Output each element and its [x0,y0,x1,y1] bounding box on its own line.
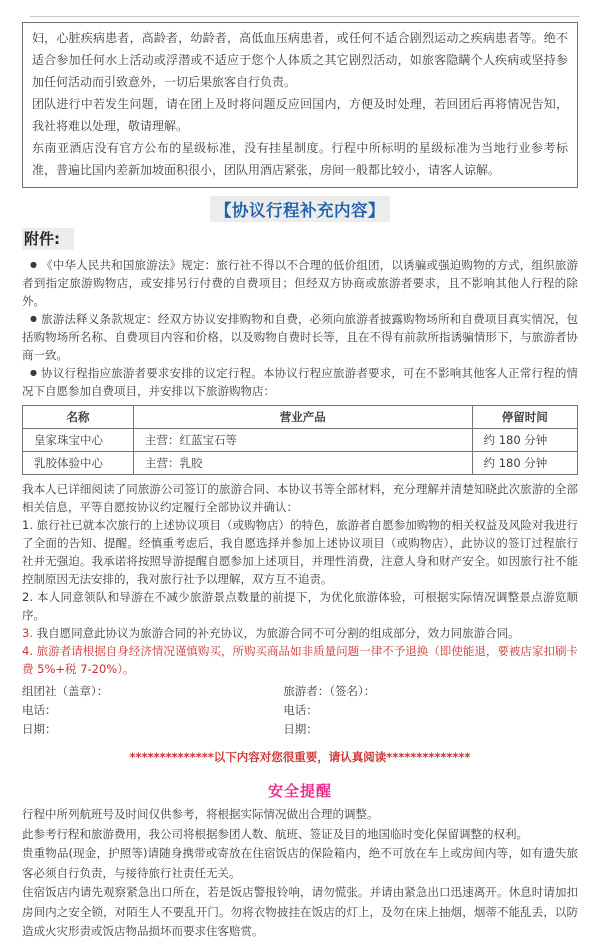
header-product: 营业产品 [134,406,473,429]
cell-store-duration: 约 180 分钟 [472,452,577,475]
safety-paragraph: 住宿饭店内请先观察紧急出口所在，若是饭店警报铃响，请勿慌张。并请由紧急出口迅速离开。休息时请加扣房间内之安全锁，对陌生人不要乱开门。勿将衣物披挂在饭店的灯上，及勿在床上抽烟，烟蒂不能乱丢，以防造成火灾形责或饭店物品损坏而要求住客赔赏。 [22,885,578,938]
confirmation-item-2 [22,588,578,624]
item-number: 2. [22,590,33,604]
cell-store-product: 主营：乳胶 [134,452,473,475]
item-text: 本人同意领队和导游在不减少旅游景点数量的前提下，为优化旅游体验，可根据实际情况调整景点游览顺序。 [22,590,579,622]
important-notice-separator: **************以下内容对您很重要，请认真阅读************** [129,750,471,764]
confirmation-intro: 我本人已详细阅读了同旅游公司签订的旅游合同、本协议书等全部材料，充分理解并清楚知晓此次旅游的全部相关信息，平等自愿按协议约定履行全部协议并确认： [22,482,578,514]
tourist-phone-label: 电话： [283,703,318,717]
safety-paragraph: 此参考行程和旅游费用，我公司将根据参团人数、航班、签证及目的地国临时变化保留调整的权利。 [22,826,528,841]
safety-title-row [22,780,578,801]
health-notice-box [22,22,578,188]
supplement-title: 【协议行程补充内容】 [210,196,390,222]
item-text: 我自愿同意此协议为旅游合同的补充协议，为旅游合同不可分割的组成部分，效力同旅游合同。 [36,626,520,640]
header-duration: 停留时间 [472,406,577,429]
bullet-text: 《中华人民共和国旅游法》规定：旅行社不得以不合理的低价组团，以诱骗或强迫购物的方式，组织旅游者到指定旅游购物店，或安排另行付费的自费项目；但经双方协商或旅游者要求，且不影响其他人行程的除外。 [22,258,578,308]
bullet-item [22,256,578,310]
header-name: 名称 [23,406,134,429]
supplement-title-row [22,196,578,222]
table-row [23,429,578,452]
notice-paragraph: 东南亚酒店没有官方公布的星级标准，没有挂星制度。行程中所标明的星级标准为当地行业参考标准，普遍比国内差新加坡面积很小，团队用酒店紧张，房间一般都比较小，请客人谅解。 [32,141,568,177]
safety-title: 安全提醒 [267,782,332,800]
item-text: 旅游者请根据自身经济情况谨慎购买，所购买商品如非质量问题一律不予退换（即使能退，要被店家扣刷卡费 5%+税 7-20%）。 [22,644,579,676]
signature-block [22,682,578,739]
bullet-item [22,310,578,364]
bullet-text: 旅游法释义条款规定：经双方协议安排购物和自费，必须向旅游者披露购物场所和自费项目真实情况，包括购物场所名称、自费项目内容和价格，以及购物自费时长等，且在不得有前款所指诱骗情形下，与旅游者协商一致。 [22,312,578,362]
cell-store-name: 皇家珠宝中心 [23,429,134,452]
table-header-row [23,406,578,429]
shopping-stores-table [22,405,578,475]
confirmation-item-1 [22,516,578,588]
regulation-bullet-list [22,256,578,400]
item-text: 旅行社已就本次旅行的上述协议项目（或购物店）的特色，旅游者自愿参加购物的相关权益及风险对我进行了全面的告知、提醒。经慎重考虑后，我自愿选择并参加上述协议项目（或购物店），此协议的签订过程旅行社并无强迫。我承诺将按照导游提醒自愿参加上述项目，并理性消费，注意人身和财产安全。如因旅行社不能控制原因无法安排的，我对旅行社予以理解，双方互不追责。 [22,518,579,586]
confirmation-item-3 [22,624,578,642]
cell-store-product: 主营：红蓝宝石等 [134,429,473,452]
table-row [23,452,578,475]
attachment-label: 附件: [22,228,74,250]
notice-paragraph: 团队进行中若发生问题，请在团上及时将问题反应回国内，方便及时处理，若回团后再将情况告知，我社将难以处理，敬请理解。 [32,97,568,133]
organizer-seal-label: 组团社（盖章）： [22,684,109,698]
notice-paragraph: 妇，心脏疾病患者，高龄者，幼龄者，高低血压病患者，或任何不适合剧烈运动之疾病患者等。绝不适合参加任何水上活动或浮潜或不适应于您个人体质之其它剧烈活动，如旅客隐瞒个人疾病或坚持参加任何活动而引致意外，一切后果旅客自行负责。 [32,31,568,89]
confirmation-list [22,516,578,678]
safety-paragraph: 行程中所列航班号及时间仅供参考，将根据实际情况做出合理的调整。 [22,807,379,821]
safety-paragraphs [22,805,578,942]
bullet-icon: ● [30,314,38,323]
cell-store-duration: 约 180 分钟 [472,429,577,452]
organizer-date-label: 日期： [22,722,57,736]
bullet-icon: ● [30,368,38,377]
bullet-text: 协议行程指应旅游者要求安排的议定行程。本协议行程应旅游者要求，可在不影响其他客人正常行程的情况下自愿参加自费项目，并安排以下旅游购物店： [22,366,578,398]
item-number: 4. [22,644,33,658]
item-number: 1. [22,518,33,532]
tourist-sign-label: 旅游者：（签名）： [283,684,376,698]
safety-paragraph: 贵重物品(现金，护照等)请随身携带或寄放在住宿饭店的保险箱内，绝不可放在车上或房间内等，如有遗失旅客必须自行负责，与接待旅行社责任无关。 [22,846,578,880]
confirmation-item-4 [22,642,578,678]
tourist-date-label: 日期： [283,722,318,736]
cell-store-name: 乳胶体验中心 [23,452,134,475]
bullet-icon: ● [30,260,38,269]
page-top-rule [30,16,580,17]
item-number: 3. [22,626,33,640]
bullet-item [22,364,578,400]
attachment-row [22,228,578,250]
organizer-phone-label: 电话： [22,703,57,717]
